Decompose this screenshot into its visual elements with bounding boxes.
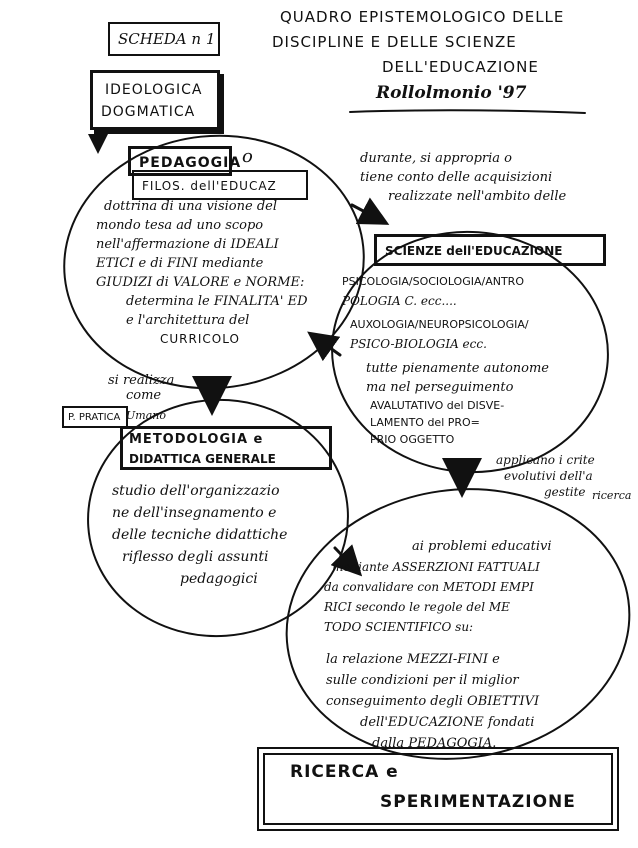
scienze-line: PSICOLOGIA/SOCIOLOGIA/ANTRO [342, 275, 524, 288]
pedagogia-line: nell'affermazione di IDEALI [96, 237, 279, 252]
label-top-right-line: tiene conto delle acquisizioni [360, 170, 553, 185]
ricerca-circle-line: ai problemi educativi [412, 539, 552, 554]
metodologia-title-line: DIDATTICA GENERALE [129, 452, 276, 466]
ricerca-circle-line: conseguimento degli OBIETTIVI [326, 694, 540, 709]
label-top-right-line: durante, si appropria o [360, 151, 513, 166]
scienze-line: LAMENTO del PRO= [370, 416, 480, 429]
pedagogia-line: CURRICOLO [160, 332, 240, 346]
header-title-line: QUADRO EPISTEMOLOGICO DELLE [280, 8, 565, 26]
metodologia-line: riflesso degli assunti [122, 549, 269, 565]
pedagogia-line: dottrina di una visione del [104, 199, 277, 214]
label-right-middle-line: evolutivi dell'a [504, 469, 593, 483]
pedagogia-line: e l'architettura del [126, 313, 250, 328]
label-right-middle-line: ricerca [592, 489, 632, 502]
metodologia-title-box [120, 426, 332, 470]
label-top-right-line: realizzate nell'ambito delle [388, 189, 567, 204]
ricerca-circle-line: la relazione MEZZI-FINI e [326, 652, 500, 667]
pedagogia-line: GIUDIZI di VALORE e NORME: [96, 275, 305, 290]
metodologia-line: delle tecniche didattiche [112, 527, 288, 543]
ricerca-box-frame-outer [258, 748, 618, 830]
scienze-title-box [374, 234, 606, 266]
ricerca-circle-body [318, 540, 634, 750]
ideologica-line: DOGMATICA [101, 104, 196, 120]
label-right-middle [496, 454, 636, 501]
scheda-label: SCHEDA n 1 [118, 30, 216, 48]
metodologia-body [112, 484, 352, 586]
label-top-right [360, 152, 636, 203]
ricerca-circle-line: mediante ASSERZIONI FATTUALI [332, 560, 540, 574]
scheda-label-box [108, 22, 220, 56]
pedagogia-line: determina le FINALITA' ED [126, 294, 308, 309]
scienze-title: SCIENZE dell'EDUCAZIONE [385, 244, 563, 258]
label-left-middle [108, 374, 218, 402]
pedagogia-body [96, 200, 366, 345]
scienze-line: AVALUTATIVO del DISVE- [370, 399, 505, 412]
header-title-line: DISCIPLINE E DELLE SCIENZE [272, 33, 517, 51]
ricerca-circle-line: RICI secondo le regole del ME [324, 600, 510, 614]
metodologia-title-line: METODOLOGIA e [129, 432, 264, 447]
pratica-tag: P. PRATICA [68, 412, 121, 423]
ricerca-circle-line: da convalidare con METODI EMPI [324, 580, 534, 594]
ricerca-circle-line: sulle condizioni per il miglior [326, 673, 519, 688]
scienze-line: AUXOLOGIA/NEUROPSICOLOGIA/ [350, 318, 529, 331]
scienze-line: PSICO-BIOLOGIA ecc. [350, 337, 487, 351]
ideologica-box [90, 70, 220, 130]
title-underline [350, 110, 585, 113]
label-left-middle-line: come [126, 388, 162, 403]
metodologia-line: ne dell'insegnamento e [112, 505, 277, 521]
label-left-middle-line: si realizza [108, 373, 175, 388]
ricerca-circle-line: dalla PEDAGOGIA. [372, 736, 497, 751]
pratica-tag-suffix: Umano [126, 409, 166, 422]
label-right-middle-line: applicano i crite [496, 453, 595, 467]
header-title-line: DELL'EDUCAZIONE [382, 58, 539, 76]
header-title [272, 10, 612, 102]
ricerca-circle-line: TODO SCIENTIFICO su: [324, 620, 474, 634]
ricerca-box-line: RICERCA e [290, 762, 399, 782]
label-right-middle-line: gestite [544, 485, 586, 499]
ricerca-circle-line: dell'EDUCAZIONE fondati [360, 715, 535, 730]
pedagogia-title: PEDAGOGIA [139, 155, 242, 171]
pedagogia-title-suffix: o [242, 146, 253, 167]
ideologica-line: IDEOLOGICA [105, 82, 203, 98]
pedagogia-line: ETICI e di FINI mediante [96, 256, 264, 271]
header-author: Rollolmonio '97 [376, 83, 527, 103]
ricerca-box-line: SPERIMENTAZIONE [380, 792, 576, 812]
pedagogia-line: mondo tesa ad uno scopo [96, 218, 264, 233]
scienze-line: PRIO OGGETTO [370, 433, 455, 446]
scienze-line: POLOGIA C. ecc.... [342, 294, 457, 308]
pedagogia-subtitle-box [132, 170, 308, 200]
metodologia-line: studio dell'organizzazio [112, 483, 280, 499]
scienze-line: ma nel perseguimento [366, 380, 514, 395]
scienze-body [342, 276, 608, 445]
pratica-tag-box [62, 406, 128, 428]
pedagogia-subtitle: FILOS. dell'EDUCAZ [142, 179, 277, 193]
scienze-line: tutte pienamente autonome [366, 361, 550, 376]
metodologia-line: pedagogici [180, 571, 258, 587]
